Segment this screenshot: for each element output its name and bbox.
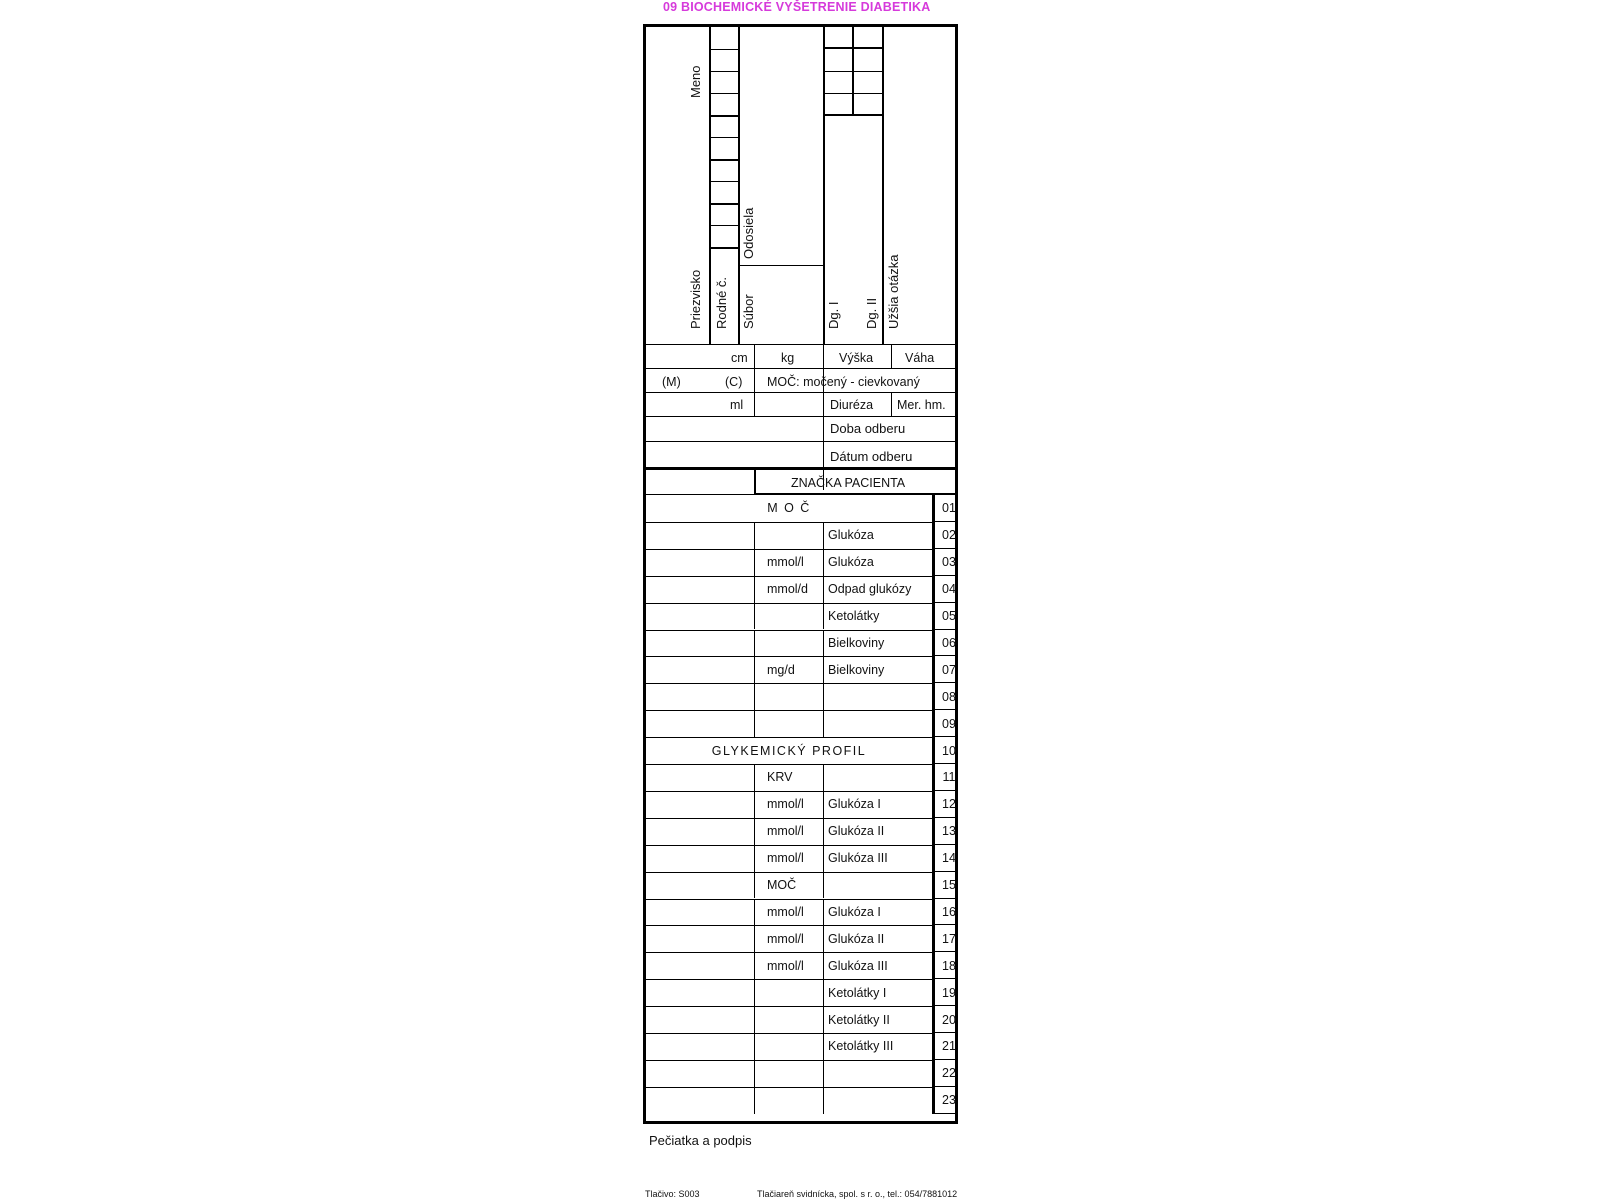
row-number: 14: [942, 851, 956, 866]
row-number: 17: [942, 931, 956, 946]
table-row: [646, 522, 958, 549]
weight-label: Váha: [905, 351, 935, 365]
group-label: Súbor: [741, 294, 756, 329]
specific-question-label: Užšia otázka: [886, 254, 901, 329]
test-name-label: Glukóza I: [828, 797, 881, 812]
row-number: 01: [942, 501, 956, 516]
unit-label: mg/d: [767, 662, 795, 677]
first-name-label: Meno: [688, 65, 703, 98]
unit-label: mmol/l: [767, 958, 804, 973]
row-number: 16: [942, 904, 956, 919]
cm-unit: cm: [731, 351, 748, 365]
row-number: 20: [942, 1012, 956, 1027]
row-number: 18: [942, 958, 956, 973]
test-name-label: Glukóza: [828, 528, 874, 543]
surname-label: Priezvisko: [688, 269, 703, 329]
printer-info: Tlačiareň svidnícka, spol. s r. o., tel.: 054/7881012: [757, 1189, 958, 1199]
test-name-label: Glukóza II: [828, 824, 885, 839]
row-number: 13: [942, 824, 956, 839]
row-number: 21: [942, 1039, 956, 1054]
collection-date-label: Dátum odberu: [830, 449, 913, 464]
unit-label: mmol/l: [767, 851, 804, 866]
test-name-label: Ketolátky I: [828, 985, 887, 1000]
unit-label: MOČ: [767, 878, 797, 893]
form-title-text: 09 BIOCHEMICKÉ VYŠETRENIE DIABETIKA: [663, 0, 931, 14]
table-row: [646, 1033, 958, 1060]
row-number: 03: [942, 555, 956, 570]
table-row: [646, 872, 958, 899]
test-name-label: Odpad glukózy: [828, 582, 912, 597]
unit-label: mmol/l: [767, 904, 804, 919]
row-number: 07: [942, 662, 956, 677]
diagnosis-1-label: Dg. I: [826, 301, 841, 329]
table-row: [646, 1060, 958, 1087]
height-label: Výška: [839, 351, 874, 365]
sender-label: Odosiela: [741, 207, 756, 259]
diagnosis-2-label: Dg. II: [864, 297, 879, 329]
table-row: [646, 630, 958, 657]
ml-unit: ml: [730, 398, 744, 412]
birth-number-label: Rodné č.: [714, 276, 729, 329]
table-row: [646, 979, 958, 1006]
unit-label: mmol/l: [767, 797, 804, 812]
diuresis-label: Diuréza: [830, 398, 874, 412]
test-name-label: Bielkoviny: [828, 662, 885, 677]
urine-collection-label: MOČ: močený - cievkovaný: [767, 375, 920, 389]
test-name-label: Bielkoviny: [828, 635, 885, 650]
row-number: 09: [942, 716, 956, 731]
stamp-signature-label: Pečiatka a podpis: [649, 1133, 752, 1148]
row-number: 12: [942, 797, 956, 812]
row-number: 19: [942, 985, 956, 1000]
section-heading: GLYKEMICKÝ PROFIL: [711, 743, 867, 758]
voided-code: (M): [662, 375, 681, 389]
row-number: 04: [942, 582, 956, 597]
row-number: 22: [942, 1066, 956, 1081]
row-number: 23: [942, 1093, 956, 1108]
patient-mark-label: ZNAČKA PACIENTA: [791, 476, 906, 490]
row-number: 05: [942, 609, 956, 624]
table-row: [646, 656, 958, 683]
unit-label: mmol/l: [767, 555, 804, 570]
test-name-label: Ketolátky III: [828, 1039, 894, 1054]
table-row: [646, 1087, 958, 1114]
row-number: 15: [942, 878, 956, 893]
table-row: [646, 683, 958, 710]
specific-gravity-label: Mer. hm.: [897, 398, 946, 412]
section-heading: M O Č: [767, 501, 811, 516]
unit-label: mmol/l: [767, 824, 804, 839]
test-name-label: Ketolátky II: [828, 1012, 890, 1027]
unit-label: KRV: [767, 770, 793, 785]
test-name-label: Glukóza III: [828, 958, 888, 973]
table-row: [646, 1006, 958, 1033]
form-code: Tlačivo: S003: [645, 1189, 700, 1199]
row-number: 02: [942, 528, 956, 543]
test-name-label: Glukóza II: [828, 931, 885, 946]
unit-label: mmol/l: [767, 931, 804, 946]
test-name-label: Glukóza I: [828, 904, 881, 919]
kg-unit: kg: [781, 351, 795, 365]
test-name-label: Ketolátky: [828, 609, 880, 624]
test-name-label: Glukóza III: [828, 851, 888, 866]
lab-request-form: [643, 24, 958, 1124]
row-number: 06: [942, 635, 956, 650]
table-row: [646, 764, 958, 791]
unit-label: mmol/d: [767, 582, 808, 597]
row-number: 08: [942, 689, 956, 704]
catheter-code: (C): [725, 375, 743, 389]
row-number: 11: [942, 770, 956, 785]
row-number: 10: [942, 743, 956, 758]
test-name-label: Glukóza: [828, 555, 874, 570]
table-row: [646, 603, 958, 630]
collection-time-label: Doba odberu: [830, 421, 906, 436]
table-row: [646, 710, 958, 737]
